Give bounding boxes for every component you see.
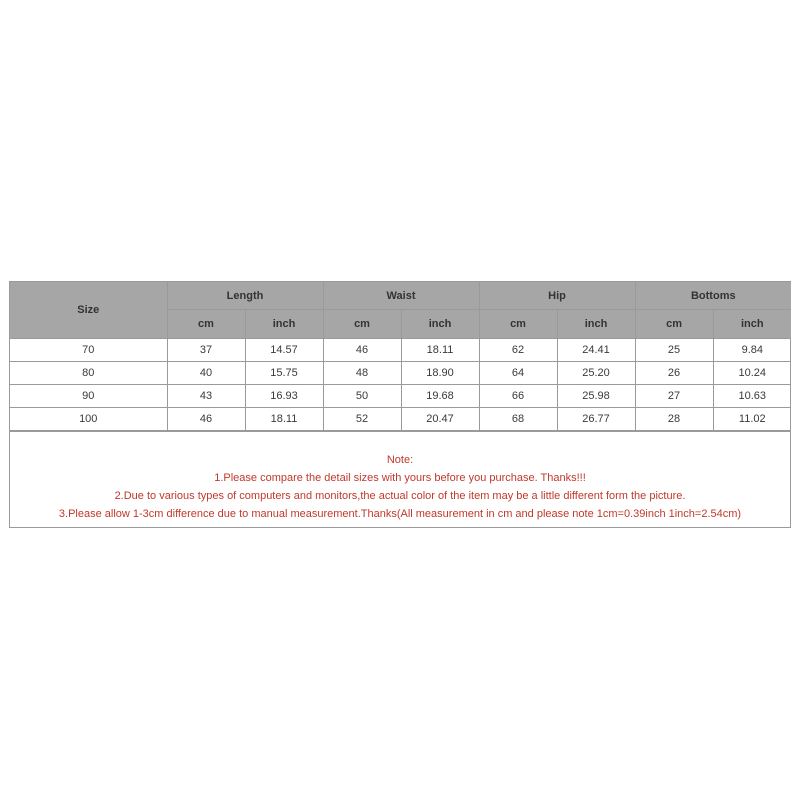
size-table <box>10 282 791 431</box>
size-cell: 90 <box>10 385 167 408</box>
table-row <box>10 408 791 431</box>
unit-header-cm: cm <box>167 310 245 339</box>
waist-inch-cell: 20.47 <box>401 408 479 431</box>
waist-group-header: Waist <box>323 282 479 310</box>
length-inch-cell: 15.75 <box>245 362 323 385</box>
unit-header-inch: inch <box>557 310 635 339</box>
bottoms-cm-cell: 27 <box>635 385 713 408</box>
note-line: 3.Please allow 1-3cm difference due to manual measurement.Thanks(All measurement in cm and please note 1cm=0.39inch 1inch=2.54cm) <box>58 508 742 520</box>
size-column-header: Size <box>10 282 167 339</box>
size-chart <box>9 281 791 528</box>
unit-header-inch: inch <box>245 310 323 339</box>
size-cell: 70 <box>10 339 167 362</box>
hip-inch-cell: 26.77 <box>557 408 635 431</box>
bottoms-inch-cell: 10.24 <box>713 362 791 385</box>
hip-group-header: Hip <box>479 282 635 310</box>
table-row <box>10 339 791 362</box>
table-header-row <box>10 282 791 310</box>
bottoms-cm-cell: 25 <box>635 339 713 362</box>
length-inch-cell: 18.11 <box>245 408 323 431</box>
length-inch-cell: 16.93 <box>245 385 323 408</box>
note-line: 1.Please compare the detail sizes with yours before you purchase. Thanks!!! <box>214 472 586 484</box>
notes-section <box>10 431 790 527</box>
length-inch-cell: 14.57 <box>245 339 323 362</box>
note-title: Note: <box>386 454 414 466</box>
unit-header-cm: cm <box>479 310 557 339</box>
bottoms-inch-cell: 10.63 <box>713 385 791 408</box>
table-row <box>10 362 791 385</box>
waist-cm-cell: 48 <box>323 362 401 385</box>
hip-cm-cell: 66 <box>479 385 557 408</box>
waist-cm-cell: 46 <box>323 339 401 362</box>
hip-cm-cell: 64 <box>479 362 557 385</box>
bottoms-cm-cell: 26 <box>635 362 713 385</box>
bottoms-inch-cell: 9.84 <box>713 339 791 362</box>
length-cm-cell: 43 <box>167 385 245 408</box>
hip-cm-cell: 68 <box>479 408 557 431</box>
waist-cm-cell: 50 <box>323 385 401 408</box>
waist-cm-cell: 52 <box>323 408 401 431</box>
waist-inch-cell: 18.90 <box>401 362 479 385</box>
bottoms-group-header: Bottoms <box>635 282 791 310</box>
hip-inch-cell: 25.20 <box>557 362 635 385</box>
length-cm-cell: 37 <box>167 339 245 362</box>
unit-header-cm: cm <box>635 310 713 339</box>
waist-inch-cell: 19.68 <box>401 385 479 408</box>
size-cell: 80 <box>10 362 167 385</box>
unit-header-cm: cm <box>323 310 401 339</box>
length-group-header: Length <box>167 282 323 310</box>
length-cm-cell: 40 <box>167 362 245 385</box>
size-cell: 100 <box>10 408 167 431</box>
unit-header-inch: inch <box>401 310 479 339</box>
hip-inch-cell: 24.41 <box>557 339 635 362</box>
hip-inch-cell: 25.98 <box>557 385 635 408</box>
bottoms-cm-cell: 28 <box>635 408 713 431</box>
bottoms-inch-cell: 11.02 <box>713 408 791 431</box>
note-line: 2.Due to various types of computers and monitors,the actual color of the item may be a little different form the picture. <box>114 490 686 502</box>
waist-inch-cell: 18.11 <box>401 339 479 362</box>
unit-header-inch: inch <box>713 310 791 339</box>
length-cm-cell: 46 <box>167 408 245 431</box>
table-row <box>10 385 791 408</box>
hip-cm-cell: 62 <box>479 339 557 362</box>
